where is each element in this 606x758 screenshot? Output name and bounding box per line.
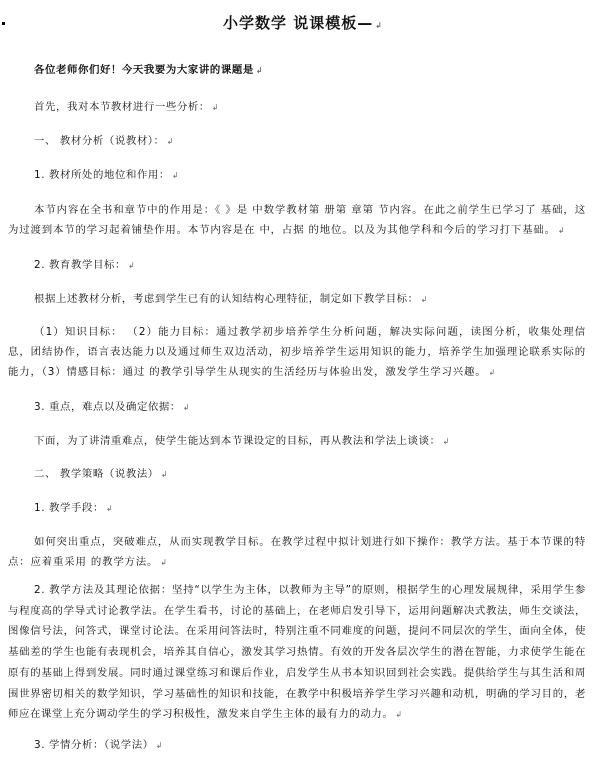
paragraph-mark-icon: ↲ [420, 295, 428, 304]
item2-intro [34, 289, 586, 310]
section2-heading-text: 二、 教学策略（说教法） [34, 468, 159, 480]
paragraph-mark-icon: ↲ [127, 261, 136, 270]
s2-item3-heading [34, 735, 586, 756]
paragraph-mark-icon: ↲ [182, 403, 191, 412]
paragraph-mark-icon: ↲ [155, 741, 164, 750]
paragraph-mark-icon: ↲ [160, 558, 168, 567]
s2-item1-body [8, 532, 586, 573]
section1-heading [34, 131, 586, 152]
item2-heading-text: 2. 教育教学目标： [34, 259, 126, 271]
section1-heading-text: 一、 教材分析（说教材）： [34, 135, 165, 147]
s2-item3-heading-text: 3. 学情分析：（说学法） [34, 739, 154, 751]
item1-body-text: 本节内容在全书和章节中的作用是：《 》是 中数学教材第 册第 章第 节内容。在此之前学生已学习了 基础，这为过渡到本节的学习起着铺垫作用。本节内容是在 中，占据 的地位。以及为其他学科和今后的学习打下基础。 [8, 204, 586, 236]
item2-body [8, 322, 586, 383]
item3-body [34, 431, 586, 452]
paragraph-mark-icon: ↲ [395, 710, 403, 720]
item2-body-text: （1）知识目标： （2）能力目标：通过教学初步培养学生分析问题，解决实际问题，读图分析，收集处理信息，团结协作，语言表达能力以及通过师生双边活动，初步培养学生运用知识的能力，培养学生加强理论联系实际的能力，（3）情感目标：通过 的教学引导学生从现实的生活经历与体验出发，激发学生学习兴趣。 [8, 326, 586, 378]
paragraph-mark-icon: ↲ [160, 470, 169, 479]
item3-heading-text: 3. 重点，难点以及确定依据： [34, 401, 181, 413]
s2-item1-heading [34, 498, 586, 519]
title-text: 小学数学 说课模板— [223, 14, 374, 32]
section2-heading [34, 464, 586, 485]
item1-heading-text: 1. 教材所处的地位和作用： [34, 169, 170, 181]
s2-item1-heading-text: 1. 教学手段： [34, 502, 104, 514]
s2-item2-body [8, 580, 586, 726]
document-title [0, 12, 606, 33]
paragraph-mark-icon: ↲ [211, 103, 220, 112]
paragraph-mark-icon: ↲ [442, 437, 450, 446]
item3-heading [34, 397, 586, 418]
intro-text: 首先，我对本节教材进行一些分析： [34, 101, 210, 113]
paragraph-mark-icon: ↲ [255, 66, 264, 75]
paragraph-mark-icon: ↲ [557, 226, 566, 235]
intro-paragraph [34, 97, 586, 118]
paragraph-mark-icon: ↲ [105, 504, 114, 513]
paragraph-mark-icon: ↲ [171, 171, 180, 180]
item3-body-text: 下面，为了讲清重难点，使学生能达到本节课设定的目标，再从教法和学法上谈谈： [34, 435, 441, 447]
greeting-text: 各位老师你们好！今天我要为大家讲的课题是 [34, 64, 254, 76]
paragraph-mark-icon: ↲ [375, 21, 383, 30]
paragraph-mark-icon: ↲ [488, 368, 497, 377]
item1-heading [34, 165, 586, 186]
item2-heading [34, 255, 586, 276]
s2-item1-body-text: 如何突出重点，突破难点，从而实现教学目标。在教学过程中拟计划进行如下操作：教学方法。基于本节课的特点：应着重采用 的教学方法。 [8, 536, 586, 568]
paragraph-mark-icon: ↲ [166, 137, 174, 146]
item2-intro-text: 根据上述教材分析，考虑到学生已有的认知结构心理特征，制定如下教学目标： [34, 293, 419, 305]
greeting-paragraph [34, 60, 586, 81]
item1-body [8, 200, 586, 241]
s2-item2-body-text: 2. 教学方法及其理论依据：坚持“以学生为主体，以教师为主导”的原则，根据学生的心理发展规律，采用学生参与程度高的学导式讨论教学法。在学生看书，讨论的基础上，在老师启发引导下，运用问题解决式教法，师生交谈法，图像信号法，问答式，课堂讨论法。在采用问答法时，特别注重不同难度的问题，提问不同层次的学生，面向全体，使基础差的学生也能有表现机会，培养其自信心，激发其学习热情。有效的开发各层次学生的潜在智能，力求使学生能在原有的基础上得到发展。同时通过课堂练习和课后作业，启发学生从书本知识回到社会实践。提供给学生与其生活和周围世界密切相关的数学知识，学习基础性的知识和技能，在教学中积极培养学生学习兴趣和动机，明确的学习目的，老师应在课堂上充分调动学生的学习积极性，激发来自学生主体的最有力的动力。 [8, 584, 586, 721]
